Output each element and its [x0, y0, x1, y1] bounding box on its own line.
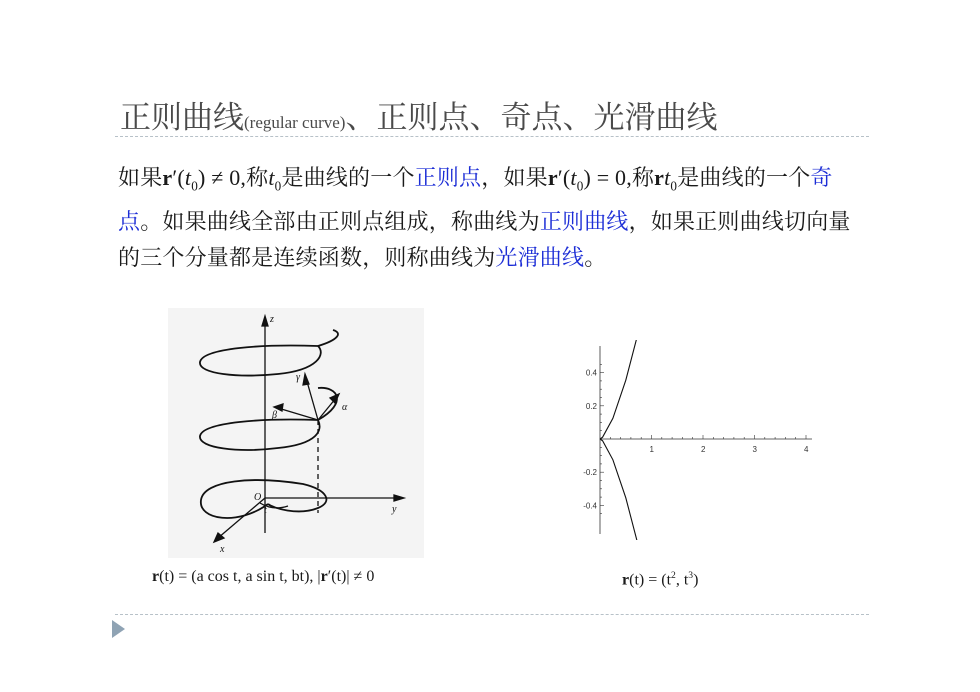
y-tick-label: -0.2 — [583, 468, 597, 478]
caption-cusp-mid: , t — [675, 571, 689, 589]
para-text: 是曲线的一个 — [677, 166, 811, 191]
para-text: 。如果曲线全部由正则点组成，称曲线为 — [140, 209, 540, 235]
y-tick-label: -0.4 — [583, 501, 597, 511]
term-singular-point: 奇点 — [118, 166, 833, 235]
caption-helix-lhs: (t) = (a cos t, a sin t, bt), | — [159, 568, 321, 585]
caption-helix-rhs: ′(t)| ≠ 0 — [327, 568, 375, 585]
y-tick-label: 0.4 — [585, 368, 597, 378]
caption-r: r — [622, 571, 630, 589]
x-tick-label: 3 — [752, 445, 757, 454]
math-r: r — [547, 165, 558, 190]
y-tick-label: 0.2 — [585, 401, 597, 411]
cusp-chart-svg — [562, 340, 812, 540]
footer-divider — [115, 614, 869, 615]
caption-sq: 2 — [671, 570, 676, 581]
math-t: t — [268, 165, 275, 190]
helix-diagram — [168, 308, 424, 558]
label-alpha: α — [342, 402, 348, 413]
caption-cusp-end: ) — [693, 571, 699, 589]
math-prime: ′( — [172, 165, 185, 190]
label-t: t — [264, 505, 267, 516]
math-eq: ) = 0, — [583, 165, 632, 190]
caption-cusp-lhs: (t) = (t — [629, 571, 672, 589]
slide-title-block — [120, 92, 717, 137]
term-regular-point: 正则点 — [414, 166, 482, 191]
math-t: t — [570, 165, 577, 190]
x-tick-label: 2 — [701, 445, 706, 454]
math-sub: 0 — [670, 178, 678, 194]
label-origin: O — [254, 492, 262, 503]
slide-marker-icon — [112, 620, 125, 638]
label-x: x — [220, 544, 225, 555]
title-english: (regular curve) — [244, 113, 346, 132]
para-text: 如果 — [118, 166, 163, 191]
math-sub: 0 — [191, 178, 199, 194]
x-tick-label: 1 — [649, 445, 654, 454]
cusp-upper-branch — [600, 340, 677, 439]
label-beta: β — [272, 410, 277, 421]
math-r: r — [162, 165, 173, 190]
helix-figure — [168, 308, 424, 558]
math-sub: 0 — [274, 178, 282, 194]
math-r: r — [654, 165, 665, 190]
caption-r2: r — [320, 568, 328, 585]
caption-cu: 3 — [688, 570, 694, 581]
math-t: t — [184, 165, 192, 190]
title-part-1: 正则曲线 — [120, 100, 244, 136]
cusp-caption — [622, 570, 698, 589]
term-smooth-curve: 光滑曲线 — [495, 246, 585, 272]
label-gamma: γ — [296, 372, 300, 383]
definition-paragraph — [118, 160, 863, 278]
caption-r: r — [152, 568, 160, 585]
term-regular-curve: 正则曲线 — [539, 209, 629, 235]
cusp-lower-branch — [600, 439, 677, 540]
para-text: 是曲线的一个 — [281, 166, 415, 191]
label-z: z — [270, 314, 274, 325]
x-tick-label: 4 — [804, 445, 809, 454]
cusp-chart — [562, 340, 812, 540]
math-prime: ′( — [557, 165, 571, 190]
math-t: t — [664, 165, 671, 190]
slide-title — [120, 92, 717, 137]
math-sub: 0 — [576, 178, 584, 194]
para-text: ，如果 — [481, 166, 548, 191]
para-text: 称 — [246, 166, 269, 191]
helix-caption — [152, 568, 374, 586]
para-text: 称 — [631, 166, 655, 191]
para-text: ，如果正则曲线切向量的三个分量都是连续函数，则称曲线为 — [118, 209, 851, 272]
title-divider — [115, 136, 869, 137]
title-part-2: 、正则点、奇点、光滑曲线 — [345, 100, 718, 136]
label-y: y — [392, 504, 397, 515]
math-neq: ) ≠ 0, — [198, 165, 247, 190]
para-text: 。 — [584, 246, 607, 272]
